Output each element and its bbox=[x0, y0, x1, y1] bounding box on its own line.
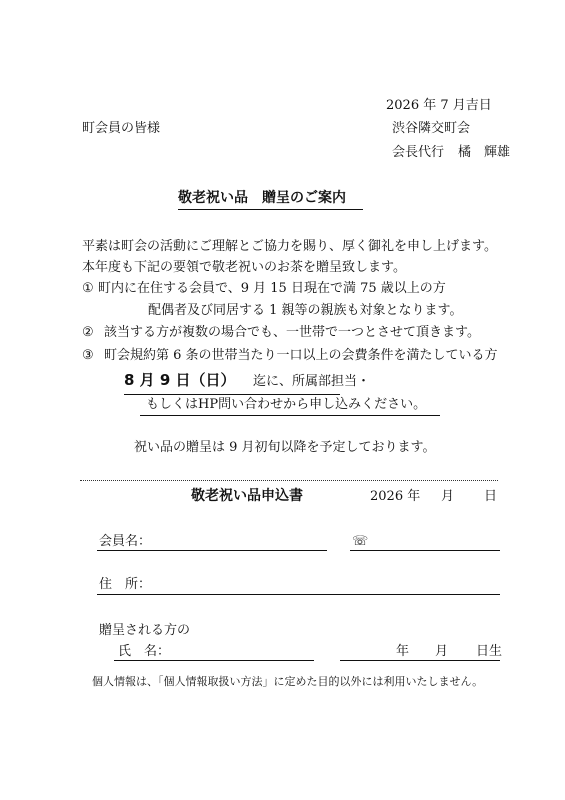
title-underline bbox=[178, 209, 363, 210]
item-2-mark: ② bbox=[82, 325, 94, 340]
phone-field[interactable] bbox=[350, 550, 500, 551]
deadline-text-2: もしくはHP問い合わせから申し込みください。 bbox=[146, 397, 427, 412]
privacy-note: 個人情報は、「個人情報取扱い方法」に定めた目的以外には利用いたしません。 bbox=[92, 675, 484, 688]
phone-icon: ☏ bbox=[352, 534, 369, 549]
member-name-field[interactable] bbox=[97, 550, 327, 551]
sender-title: 会長代行 bbox=[392, 145, 445, 160]
issue-date: 2026 年 7 月吉日 bbox=[386, 98, 492, 113]
birth-year-label: 年 bbox=[396, 644, 410, 659]
form-title: 敬老祝い品申込書 bbox=[191, 488, 303, 504]
form-date-month: 月 bbox=[441, 489, 455, 504]
birth-month-label: 月 bbox=[435, 644, 449, 659]
recipient-label: 贈呈される方の bbox=[99, 623, 191, 638]
deadline-underline-1 bbox=[124, 394, 340, 395]
address-label: 住 所： bbox=[99, 577, 152, 592]
deadline-date: 8 月 9 日（日） bbox=[124, 371, 236, 389]
birthdate-field[interactable] bbox=[340, 660, 500, 661]
member-name-label: 会員名： bbox=[99, 534, 152, 549]
intro-line-2: 本年度も下記の要領で敬老祝いのお茶を贈呈致します。 bbox=[82, 260, 406, 275]
item-3-text: 町会規約第 6 条の世帯当たり一口以上の会費条件を満たしている方 bbox=[104, 348, 498, 363]
deadline-text: 迄に、所属部担当・ bbox=[253, 374, 371, 389]
item-3-mark: ③ bbox=[82, 348, 94, 363]
form-date-year: 2026 年 bbox=[370, 489, 421, 504]
item-1-text: 町内に在住する会員で、9 月 15 日現在で満 75 歳以上の方 bbox=[98, 281, 446, 296]
item-2-text: 該当する方が複数の場合でも、一世帯で一つとさせて頂きます。 bbox=[104, 325, 480, 340]
birth-day-label: 日生 bbox=[476, 644, 503, 659]
recipient-name-label: 氏 名： bbox=[118, 644, 171, 659]
address-field[interactable] bbox=[97, 594, 500, 595]
intro-line-1: 平素は町会の活動にご理解とご協力を賜り、厚く御礼を申し上げます。 bbox=[82, 239, 497, 254]
sender-name: 橘 輝雄 bbox=[458, 145, 511, 160]
form-date-day: 日 bbox=[484, 489, 498, 504]
recipient-name-field[interactable] bbox=[114, 660, 314, 661]
recipient-greeting: 町会員の皆様 bbox=[82, 121, 161, 136]
delivery-note: 祝い品の贈呈は 9 月初旬以降を予定しております。 bbox=[134, 440, 436, 455]
cut-line bbox=[80, 480, 498, 481]
item-1-subtext: 配偶者及び同居する 1 親等の親族も対象となります。 bbox=[148, 303, 463, 318]
deadline-underline-2 bbox=[140, 415, 440, 416]
organization-name: 渋谷隣交町会 bbox=[392, 121, 471, 136]
page-title: 敬老祝い品 贈呈のご案内 bbox=[178, 190, 346, 206]
item-1-mark: ① bbox=[82, 281, 94, 296]
